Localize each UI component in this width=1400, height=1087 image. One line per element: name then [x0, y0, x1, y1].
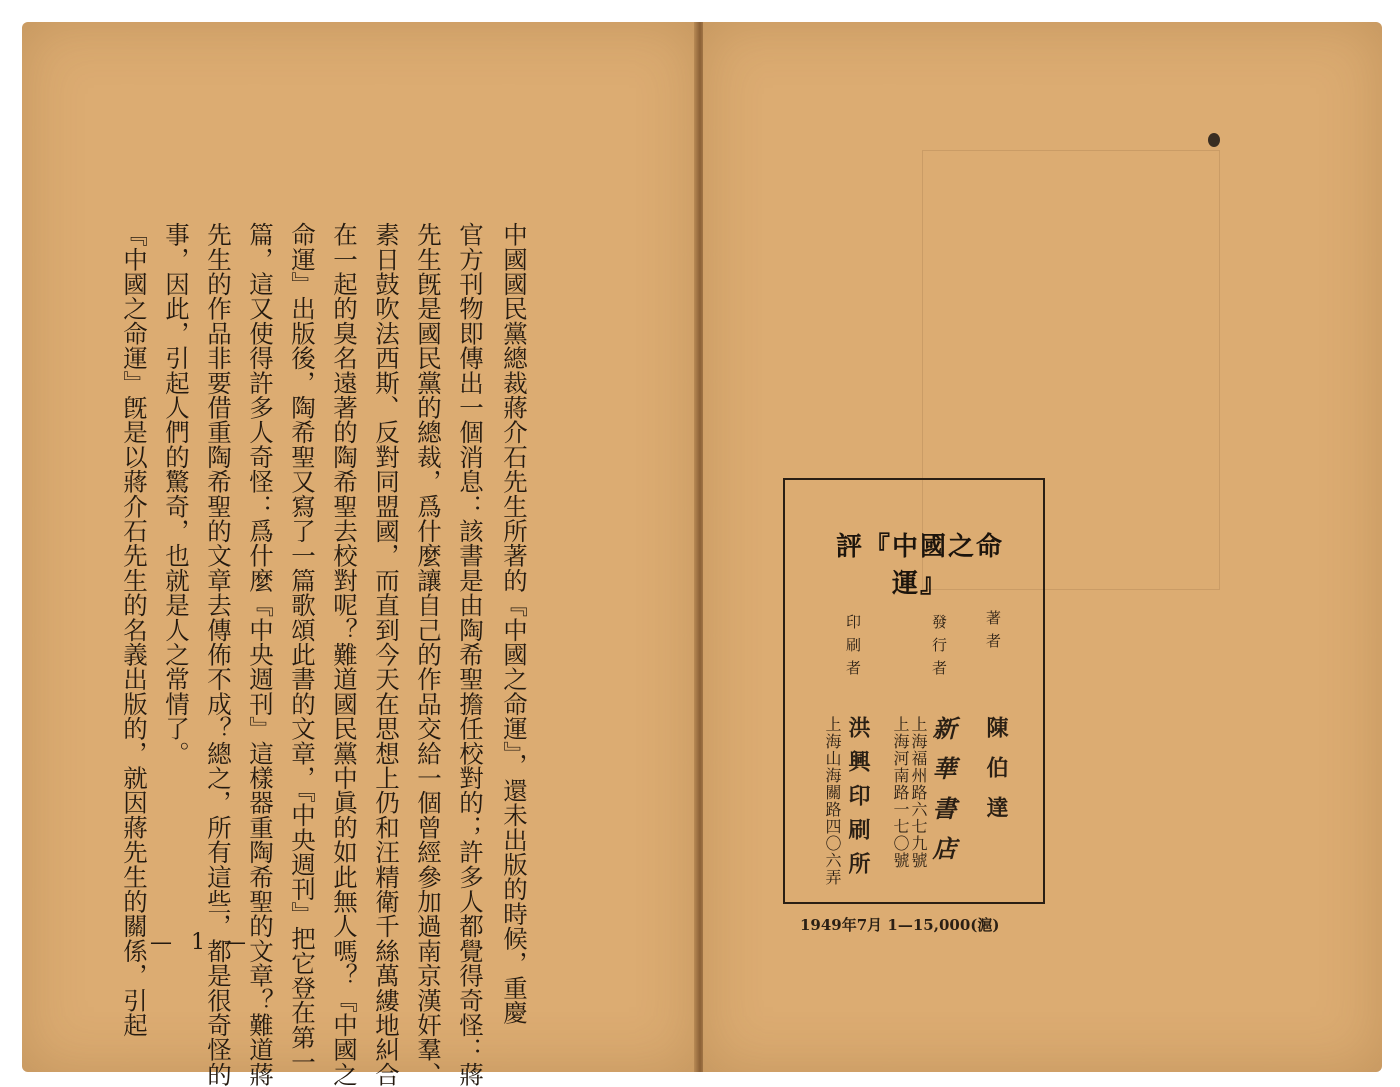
page-hole [1208, 133, 1220, 147]
text-column: 素日鼓吹法西斯、反對同盟國，而直到今天在思想上仍和汪精衛千絲萬縷地糾合 [372, 222, 401, 1087]
author-name: 陳伯達 [983, 716, 1009, 836]
edition-line: 1949年7月 1—15,000(滬) [800, 916, 1000, 934]
text-column: 命運』出版後，陶希聖又寫了一篇歌頌此書的文章，『中央週刊』把它登在第一 [288, 222, 317, 1075]
book-title: 評『中國之命運』 [835, 532, 1004, 599]
text-column: 在一起的臭名遠著的陶希聖去校對呢？難道國民黨中眞的如此無人嗎？『中國之 [330, 222, 359, 1087]
author-label: 著者 [984, 610, 1002, 656]
page-number: — 1 — [150, 930, 252, 955]
text-column: 先生的作品非要借重陶希聖的文章去傳佈不成？總之，所有這些，都是很奇怪的 [204, 222, 233, 1087]
text-column: 中國國民黨總裁蔣介石先生所著的『中國之命運』，還未出版的時候，重慶 [500, 222, 529, 1025]
text-column: 篇，這又使得許多人奇怪：爲什麼『中央週刊』這樣器重陶希聖的文章？難道蔣 [246, 222, 275, 1087]
printer-name: 洪興印刷所 [845, 716, 871, 886]
publisher-label: 發行者 [930, 614, 948, 683]
text-column: 事，因此，引起人們的驚奇，也就是人之常情了。 [162, 222, 191, 766]
publisher-address: 上海福州路六七九號 [909, 716, 928, 869]
publisher-address-2: 上海河南路一七〇號 [891, 716, 910, 869]
text-column: 『中國之命運』旣是以蔣介石先生的名義出版的，就因蔣先生的關係，引起 [120, 222, 149, 1038]
colophon-box [783, 478, 1045, 904]
text-column: 官方刊物即傳出一個消息：該書是由陶希聖擔任校對的；許多人都覺得奇怪：蔣 [456, 222, 485, 1087]
printer-label: 印刷者 [844, 614, 862, 683]
text-column: 先生旣是國民黨的總裁，爲什麼讓自己的作品交給一個曾經參加過南京漢奸羣、 [414, 222, 443, 1087]
publisher-name: 新華書店 [928, 716, 957, 876]
printer-address: 上海山海關路四〇六弄 [823, 716, 842, 886]
